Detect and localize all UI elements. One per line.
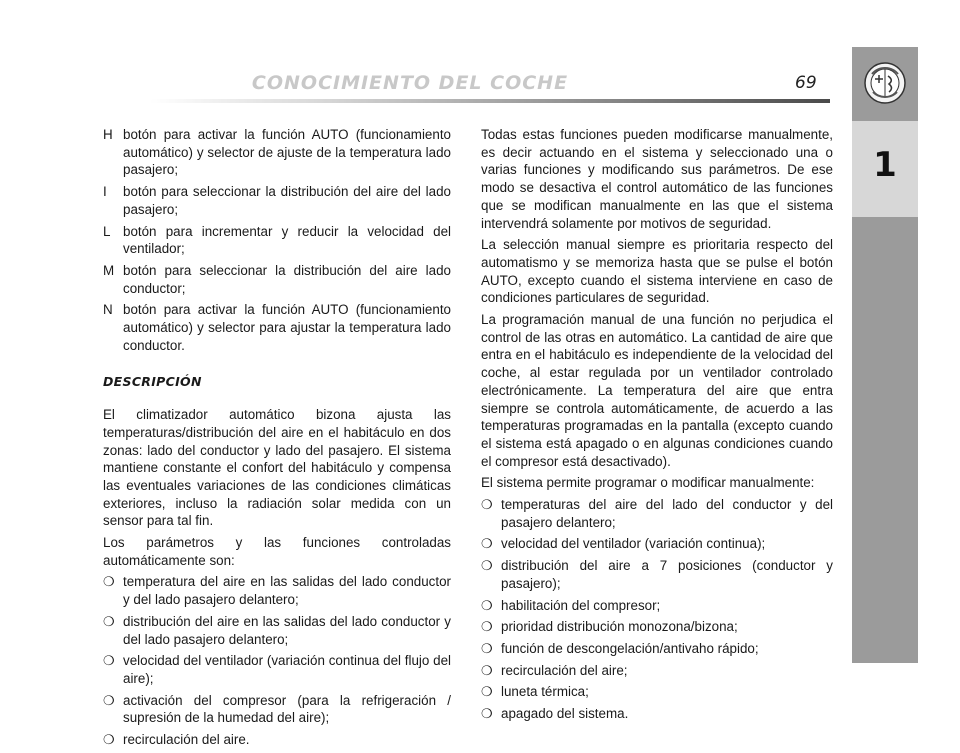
bullet-icon: ❍	[481, 684, 493, 700]
manual-functions-list	[481, 496, 833, 723]
bullet-icon: ❍	[103, 653, 115, 669]
section-heading: DESCRIPCIÓN	[103, 374, 202, 390]
item-letter: I	[103, 184, 107, 200]
list-item	[481, 662, 833, 680]
description-paragraph: El climatizador automático bizona ajusta las temperaturas/distribución del aire en el habitáculo en dos zonas: lado del conductor y lado del pasajero. El sistema mantiene constante el confort del habitáculo y compensa las eventuales variaciones de las condiciones climáticas exteriores, incluso la radiación solar medida con un sensor para tal fin.	[103, 407, 451, 529]
item-text: temperaturas del aire del lado del conductor y del pasajero delantero;	[501, 497, 833, 530]
logo-box	[852, 47, 918, 119]
alfa-romeo-logo-icon	[864, 62, 906, 104]
list-item	[481, 683, 833, 701]
list-item	[103, 223, 451, 258]
item-letter: H	[103, 127, 113, 142]
item-text: apagado del sistema.	[501, 706, 629, 722]
list-item	[481, 557, 833, 592]
item-text: activación del compresor (para la refrigeración / supresión de la humedad del aire);	[123, 692, 451, 726]
item-text: habilitación del compresor;	[501, 597, 661, 613]
list-item	[481, 618, 833, 636]
list-item	[103, 652, 451, 687]
left-column	[103, 126, 451, 753]
item-text: temperatura del aire en las salidas del lado conductor y del lado pasajero delantero;	[123, 574, 451, 608]
list-item	[481, 535, 833, 553]
bullet-icon: ❍	[481, 640, 493, 656]
manual-mode-paragraph: Todas estas funciones pueden modificarse manualmente, es decir actuando en el sistema y seleccionado una o varias funciones y modificando sus parámetros. De ese modo se desactiva el control automático de las funciones que se modifican manualmente en las que el sistema intervendrá solamente por motivos de seguridad.	[481, 127, 833, 231]
item-text: luneta térmica;	[501, 684, 589, 700]
chapter-side-tab	[852, 47, 918, 663]
list-item	[481, 496, 833, 531]
item-text: distribución del aire a 7 posiciones (conductor y pasajero);	[501, 558, 833, 591]
list-item	[103, 731, 451, 749]
list-item	[103, 183, 451, 218]
page-header-title: CONOCIMIENTO DEL COCHE	[251, 72, 569, 94]
chapter-box	[852, 121, 918, 217]
item-letter: L	[103, 223, 111, 239]
item-text: botón para activar la función AUTO (funcionamiento automático) y selector para ajustar la temperatura lado conductor.	[123, 302, 451, 353]
chapter-number: 1	[873, 145, 897, 185]
item-text: botón para activar la función AUTO (funcionamiento automático) y selector de ajuste de la temperatura lado pasajero;	[123, 127, 451, 178]
list-item	[481, 597, 833, 615]
item-text: botón para seleccionar la distribución del aire lado conductor;	[123, 262, 451, 296]
bullet-icon: ❍	[481, 597, 493, 613]
automatic-functions-list	[103, 573, 451, 748]
bullet-icon: ❍	[481, 536, 493, 552]
bullet-icon: ❍	[103, 692, 115, 708]
item-text: prioridad distribución monozona/bizona;	[501, 619, 738, 635]
list-item	[103, 692, 451, 727]
list-item	[103, 301, 451, 354]
bullet-icon: ❍	[103, 613, 115, 629]
list-item	[103, 613, 451, 648]
bullet-icon: ❍	[481, 558, 493, 574]
item-letter: M	[103, 262, 115, 278]
bullet-icon: ❍	[481, 619, 493, 635]
item-text: recirculación del aire;	[501, 662, 628, 678]
bullet-icon: ❍	[103, 574, 115, 590]
control-letter-list	[103, 126, 451, 354]
item-text: distribución del aire en las salidas del lado conductor y del lado pasajero delantero;	[123, 613, 451, 647]
item-text: botón para incrementar y reducir la velocidad del ventilador;	[123, 223, 451, 257]
list-item	[103, 262, 451, 297]
header-rule	[150, 99, 830, 103]
list-item	[103, 573, 451, 608]
item-text: velocidad del ventilador (variación continua);	[501, 536, 766, 552]
list-item	[481, 640, 833, 658]
item-text: velocidad del ventilador (variación continua del flujo del aire);	[123, 653, 451, 686]
bullet-icon: ❍	[481, 497, 493, 513]
item-text: botón para seleccionar la distribución del aire del lado pasajero;	[123, 184, 451, 217]
parameters-intro: Los parámetros y las funciones controladas automáticamente son:	[103, 535, 451, 568]
priority-paragraph: La selección manual siempre es prioritaria respecto del automatismo y se memoriza hasta que se pulse el botón AUTO, excepto cuando el sistema interviene en caso de condiciones particulares de seguridad.	[481, 237, 833, 306]
item-text: función de descongelación/antivaho rápido;	[501, 640, 759, 656]
manual-options-intro: El sistema permite programar o modificar manualmente:	[481, 475, 815, 491]
programming-paragraph: La programación manual de una función no perjudica el control de las otras en automático. La cantidad de aire que entra en el habitáculo es independiente de la velocidad del coche, al estar regulada por un ventilador controlado electrónicamente. La temperatura del aire que entra siempre se controla automáticamente, de acuerdo a las temperaturas programadas en la pantalla (excepto cuando el sistema está apagado o en algunas condiciones cuando el compresor está desactivado).	[481, 312, 833, 469]
right-column	[481, 126, 833, 727]
list-item	[103, 126, 451, 179]
item-text: recirculación del aire.	[123, 732, 250, 748]
bullet-icon: ❍	[481, 706, 493, 722]
bullet-icon: ❍	[481, 662, 493, 678]
page-number: 69	[795, 73, 817, 93]
bullet-icon: ❍	[103, 732, 115, 748]
item-letter: N	[103, 302, 113, 318]
list-item	[481, 705, 833, 723]
